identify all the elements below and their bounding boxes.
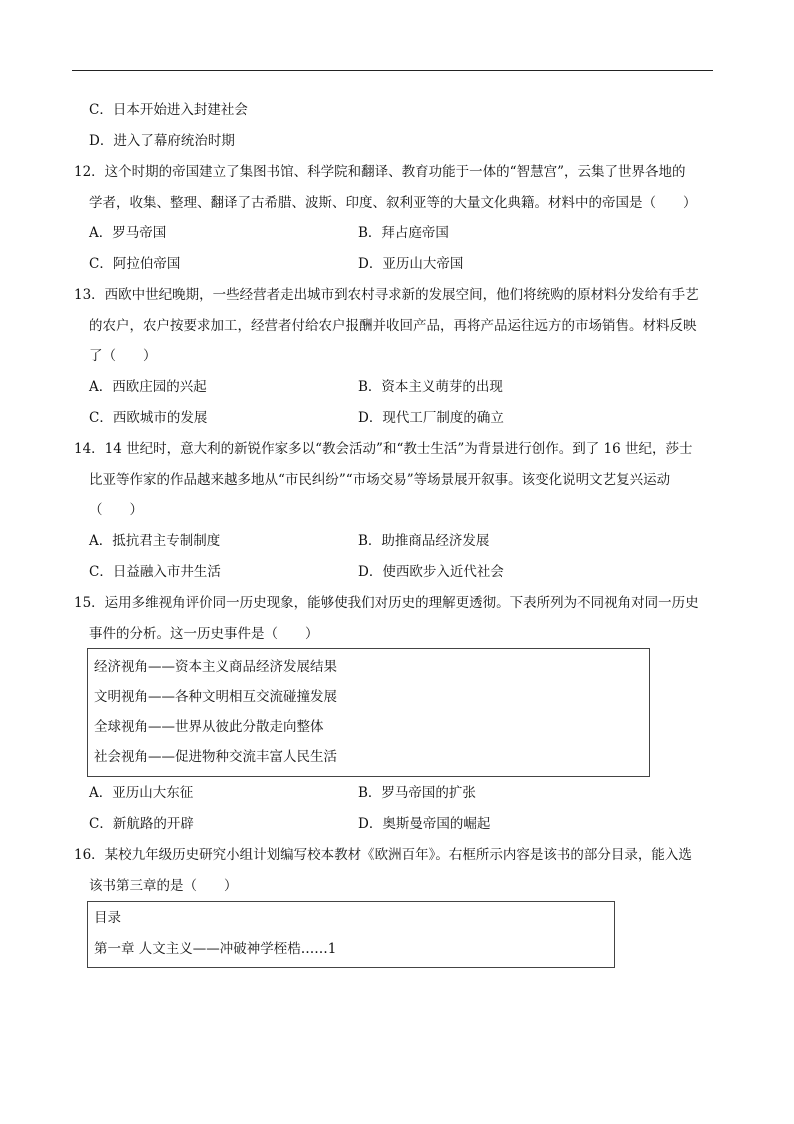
table-row: 社会视角——促进物种交流丰富人民生活 xyxy=(94,749,337,765)
q15-perspective-table xyxy=(87,648,650,777)
q14-option-d: D．使西欧步入近代社会 xyxy=(358,564,504,580)
q11-option-d: D．进入了幕府统治时期 xyxy=(89,133,235,149)
q11-option-c: C．日本开始进入封建社会 xyxy=(89,102,248,118)
q12-stem-line-2: 学者，收集、整理、翻译了古希腊、波斯、印度、叙利亚等的大量文化典籍。材料中的帝国是（ ） xyxy=(89,195,697,211)
q15-option-c: C．新航路的开辟 xyxy=(89,816,194,832)
q15-option-a: A．亚历山大东征 xyxy=(89,785,194,801)
q14-option-b: B．助推商品经济发展 xyxy=(358,533,490,549)
q13-stem-line-2: 的农户，农户按要求加工，经营者付给农户报酬并收回产品，再将产品运往远方的市场销售。材料反映 xyxy=(89,318,697,334)
q12-stem-line-1: 12．这个时期的帝国建立了集图书馆、科学院和翻译、教育功能于一体的“智慧宫”，云集了世界各地的 xyxy=(74,164,686,180)
q12-option-b: B．拜占庭帝国 xyxy=(358,225,449,241)
table-row: 经济视角——资本主义商品经济发展结果 xyxy=(94,659,337,675)
q14-stem-line-3: （ ） xyxy=(89,502,143,518)
table-row: 全球视角——世界从彼此分散走向整体 xyxy=(94,719,324,735)
q13-stem-line-1: 13．西欧中世纪晚期，一些经营者走出城市到农村寻求新的发展空间，他们将统购的原材料分发给有手艺 xyxy=(74,287,699,303)
q14-option-a: A．抵抗君主专制制度 xyxy=(89,533,221,549)
q13-option-d: D．现代工厂制度的确立 xyxy=(358,410,504,426)
toc-entry: 第一章 人文主义——冲破神学桎梏……1 xyxy=(94,941,337,957)
table-row: 文明视角——各种文明相互交流碰撞发展 xyxy=(94,689,337,705)
q15-stem-line-1: 15．运用多维视角评价同一历史现象，能够使我们对历史的理解更透彻。下表所列为不同视角对同一历史 xyxy=(74,595,699,611)
q14-stem-line-1: 14．14 世纪时，意大利的新锐作家多以“教会活动”和“教士生活”为背景进行创作。到了 16 世纪，莎士 xyxy=(74,441,693,457)
q16-stem-line-2: 该书第三章的是（ ） xyxy=(89,878,238,894)
q14-stem-line-2: 比亚等作家的作品越来越多地从“市民纠纷”“市场交易”等场景展开叙事。该变化说明文艺复兴运动 xyxy=(89,472,671,488)
q13-option-a: A．西欧庄园的兴起 xyxy=(89,379,207,395)
q13-option-b: B．资本主义萌芽的出现 xyxy=(358,379,503,395)
q13-stem-line-3: 了（ ） xyxy=(89,348,157,364)
q14-option-c: C．日益融入市井生活 xyxy=(89,564,221,580)
q16-stem-line-1: 16．某校九年级历史研究小组计划编写校本教材《欧洲百年》。右框所示内容是该书的部分目录，能入选 xyxy=(74,847,692,863)
toc-title: 目录 xyxy=(94,910,121,926)
q15-option-d: D．奥斯曼帝国的崛起 xyxy=(358,816,491,832)
q12-option-c: C．阿拉伯帝国 xyxy=(89,256,181,272)
header-rule xyxy=(72,70,713,71)
q16-toc-box xyxy=(87,901,615,968)
q12-option-a: A．罗马帝国 xyxy=(89,225,167,241)
q15-stem-line-2: 事件的分析。这一历史事件是（ ） xyxy=(89,626,319,642)
q15-option-b: B．罗马帝国的扩张 xyxy=(358,785,476,801)
q12-option-d: D．亚历山大帝国 xyxy=(358,256,464,272)
q13-option-c: C．西欧城市的发展 xyxy=(89,410,208,426)
